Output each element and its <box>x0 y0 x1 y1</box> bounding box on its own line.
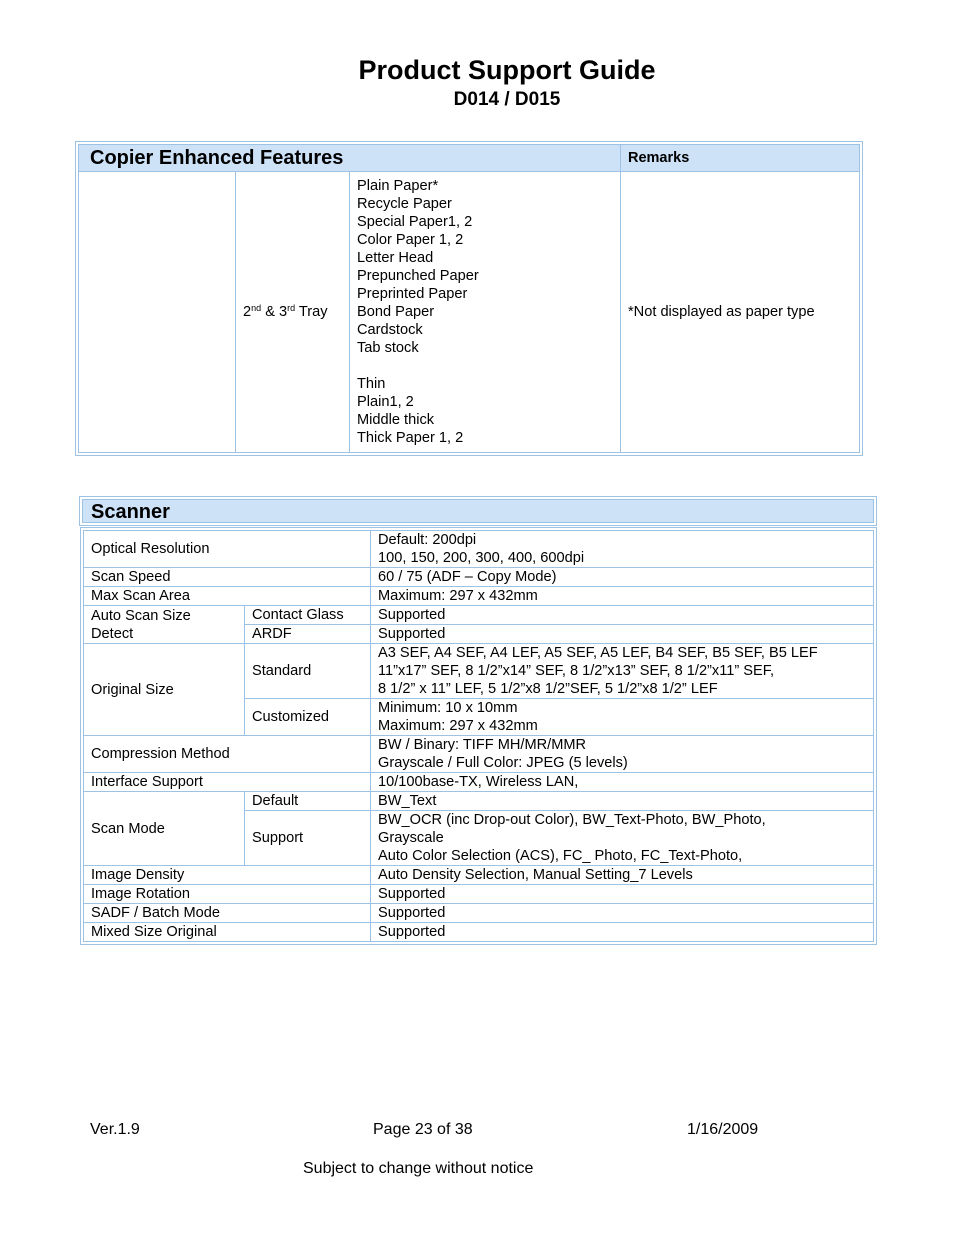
row-value: Supported <box>371 885 874 904</box>
row-value: Default: 200dpi 100, 150, 200, 300, 400, 600dpi <box>371 531 874 568</box>
paper-type: Recycle Paper <box>357 196 452 212</box>
row-value: Supported <box>371 923 874 942</box>
row-value: BW_Text <box>371 792 874 811</box>
scanner-table <box>80 527 877 945</box>
paper-type: Cardstock <box>357 322 423 338</box>
scanner-heading-box <box>79 496 877 526</box>
row-label: Auto Scan Size Detect <box>84 606 245 644</box>
paper-type: Plain Paper* <box>357 178 439 194</box>
sub-label: ARDF <box>245 625 371 644</box>
remark-cell: *Not displayed as paper type <box>621 172 860 453</box>
paper-type: Tab stock <box>357 340 419 356</box>
page-subtitle: D014 / D015 <box>453 89 561 110</box>
copier-features-table <box>75 141 863 456</box>
paper-type: Color Paper 1, 2 <box>357 232 464 248</box>
paper-thickness: Middle thick <box>357 412 435 428</box>
row-value: A3 SEF, A4 SEF, A4 LEF, A5 SEF, A5 LEF, B4 SEF, B5 SEF, B5 LEF 11”x17” SEF, 8 1/2”x14” SEF, 8 1/2”x13” SEF, 8 1/2”x11” SEF, 8 1/2” x 11” LEF, 5 1/2”x8 1/2”SEF, 5 1/2”x8 1/2” LEF <box>371 644 874 699</box>
row-label: Scan Mode <box>84 792 245 866</box>
row-label: SADF / Batch Mode <box>84 904 371 923</box>
row-value: BW / Binary: TIFF MH/MR/MMR Grayscale / Full Color: JPEG (5 levels) <box>371 736 874 773</box>
paper-thickness: Thick Paper 1, 2 <box>357 430 464 446</box>
paper-type: Special Paper1, 2 <box>357 214 473 230</box>
sub-label: Support <box>245 811 371 866</box>
row-value: 10/100base-TX, Wireless LAN, <box>371 773 874 792</box>
row-value: BW_OCR (inc Drop-out Color), BW_Text-Photo, BW_Photo, Grayscale Auto Color Selection (ACS), FC_ Photo, FC_Text-Photo, <box>371 811 874 866</box>
paper-thickness: Thin <box>357 376 386 392</box>
empty-cell <box>79 172 236 453</box>
paper-type: Letter Head <box>357 250 434 266</box>
paper-type-list <box>350 172 621 453</box>
footer-date: 1/16/2009 <box>687 1121 759 1138</box>
sub-label: Contact Glass <box>245 606 371 625</box>
row-value: Supported <box>371 904 874 923</box>
row-value: Supported <box>371 625 874 644</box>
sub-label: Standard <box>245 644 371 699</box>
scanner-heading: Scanner <box>82 499 874 523</box>
row-label: Original Size <box>84 644 245 736</box>
sub-label: Customized <box>245 699 371 736</box>
row-value: Auto Density Selection, Manual Setting_7 Levels <box>371 866 874 885</box>
sub-label: Default <box>245 792 371 811</box>
paper-type: Bond Paper <box>357 304 435 320</box>
remarks-heading: Remarks <box>621 145 860 172</box>
paper-type: Prepunched Paper <box>357 268 479 284</box>
row-label: Max Scan Area <box>84 587 371 606</box>
row-label: Scan Speed <box>84 568 371 587</box>
row-label: Image Density <box>84 866 371 885</box>
row-value: 60 / 75 (ADF – Copy Mode) <box>371 568 874 587</box>
paper-thickness: Plain1, 2 <box>357 394 414 410</box>
row-label: Compression Method <box>84 736 371 773</box>
row-value: Maximum: 297 x 432mm <box>371 587 874 606</box>
row-label: Interface Support <box>84 773 371 792</box>
row-label: Optical Resolution <box>84 531 371 568</box>
row-label: Image Rotation <box>84 885 371 904</box>
row-label: Mixed Size Original <box>84 923 371 942</box>
tray-cell: 2nd & 3rd Tray <box>236 172 350 453</box>
footer-page-number: Page 23 of 38 <box>373 1121 473 1138</box>
footer-version: Ver.1.9 <box>90 1121 140 1138</box>
page-title: Product Support Guide <box>358 55 656 85</box>
paper-type: Preprinted Paper <box>357 286 468 302</box>
row-value: Minimum: 10 x 10mm Maximum: 297 x 432mm <box>371 699 874 736</box>
copier-features-heading: Copier Enhanced Features <box>79 145 621 172</box>
footer-notice: Subject to change without notice <box>303 1160 534 1177</box>
row-value: Supported <box>371 606 874 625</box>
